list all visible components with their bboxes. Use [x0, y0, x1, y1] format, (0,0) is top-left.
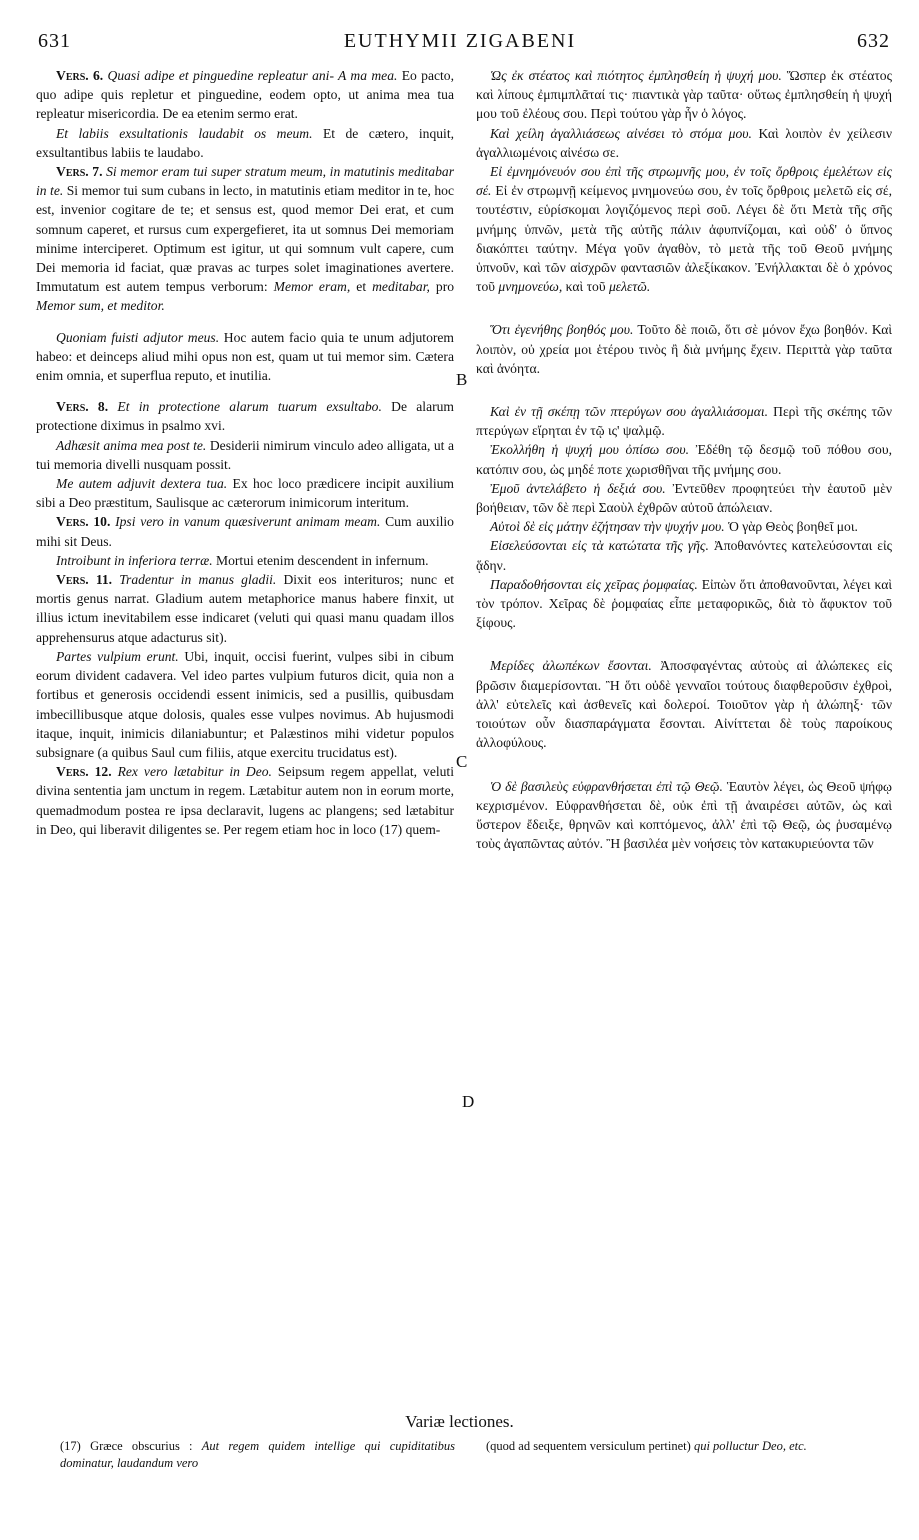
footnote-17-continued: (quod ad sequentem versiculum pertinet) qui polluctur Deo, etc. [486, 1439, 807, 1453]
margin-marker-c: C [456, 752, 468, 771]
footnote-17: (17) Græce obscurius : Aut regem quidem intellige qui cupiditatibus dominatur, laudandum vero [60, 1439, 456, 1470]
latin-paragraph: Quoniam fuisti adjutor meus. Hoc autem facio quia te unum adjutorem habeo: et deinceps aliud mihi opus non est, quam ut tui memor sim. Cætera enim omnia, et superflua reputo, et inutilia. [36, 329, 455, 384]
latin-paragraph: Me autem adjuvit dextera tua. Ex hoc loco prædicere incipit auxilium sibi a Deo præstitum, Saulisque ac cæterorum inimicorum interitum. [36, 476, 454, 511]
greek-paragraph: Ὅτι ἐγενήθης βοηθός μου. Τοῦτο δὲ ποιῶ, ὅτι σὲ μόνον ἔχω βοηθόν. Καὶ λοιπὸν, οὐ χρεία μοι ἑτέρου τινὸς ἢ διὰ μνήμης ἔχειν. Περιττὰ γὰρ ταῦτα καὶ ἀνόητα. [476, 322, 893, 376]
latin-verse-12: Vers. 12. Rex vero lætabitur in Deo. Seipsum regem appellat, veluti divina sententia jam unctum in regem. Lætabitur autem non in eorum morte, quemadmodum postea re ipsa declaravit, lugens ac plangens; sed lætabitur in Deo, qui liberavit diligentes se. Per regem etiam hoc in loco (17) quem- [36, 764, 454, 837]
running-title: EUTHYMII ZIGABENI [343, 30, 577, 52]
latin-verse-6: Vers. 6. Quasi adipe et pinguedine repleatur ani- A ma mea. Eo pacto, quo adipe quis repletur et pinguedine, eodem opto, ut anima mea tua repleatur misericordia. De ea etenim sermo erat. [36, 68, 454, 122]
margin-marker-d: D [462, 1092, 475, 1111]
latin-paragraph: Et labiis exsultationis laudabit os meum. Et de cætero, inquit, exsultantibus labiis te laudabo. [36, 125, 454, 160]
greek-paragraph: Καὶ ἐν τῇ σκέπῃ τῶν πτερύγων σου ἀγαλλιάσομαι. Περὶ τῆς σκέπης τῶν πτερύγων εἴρηται ἐν τῷ ις' ψαλμῷ. [476, 404, 892, 439]
greek-paragraph: Εἰ ἐμνημόνευόν σου ἐπὶ τῆς στρωμνῆς μου, ἐν τοῖς ὄρθροις ἐμελέτων εἰς σέ. Εἰ ἐν στρωμνῇ κείμενος μνημονεύω σου, ἐν τοῖς ὄρθροις μελετῶ εἰς σέ, τουτέστιν, εὑρίσκομαι λογιζόμενος περὶ σοῦ. Λέγει δὲ ὅτι Μετὰ τῆς σῆς μνήμης ὑπνῶν, μετὰ τῆς αὐτῆς πάλιν ἀφυπνίζομαι, καὶ οὐδ' ὁ ὕπνος διακόπτει ταύτην. Μέγα γοῦν ἀγαθὸν, τὸ μετὰ τῆς τοῦ Θεοῦ μνήμης ὑπνοῦν, καὶ τῶν αἰσχρῶν φαντασιῶν ἀλεξίκακον. Ἐνήλλακται δὲ ὁ χρόνος τοῦ μνημονεύω, καὶ τοῦ μελετῶ. [476, 164, 892, 295]
latin-verse-10: Vers. 10. Ipsi vero in vanum quæsiverunt animam meam. Cum auxilio mihi sit Deus. [36, 514, 454, 549]
greek-paragraph: Αὐτοὶ δὲ εἰς μάτην ἐζήτησαν τὴν ψυχήν μου. Ὁ γὰρ Θεὸς βοηθεῖ μοι. [490, 519, 858, 535]
greek-paragraph: Μερίδες ἀλωπέκων ἔσονται. Ἀποσφαγέντας αὐτοὺς αἱ ἀλώπεκες εἰς βρῶσιν διαμερίσονται. Ἢ ὅτι οὐδὲ γενναῖοι τούτους διαφθεροῦσιν ἐχθροὶ, ἀλλ' εὐτελεῖς καὶ ἀσθενεῖς καὶ δολεροί. Τοιοῦτον γὰρ ἡ ἀλώπηξ· τῶν τοιούτων οὖν διασπαράγματα ἔσονται. Αἰνίττεται δὲ τοὺς παροίκους ἀλλοφύλους. [476, 658, 893, 751]
latin-verse-11: Vers. 11. Tradentur in manus gladii. Dixit eos interituros; nunc et mortis genus narrat. Gladium autem metaphorice manus habere finxit, ut illius ictum inevitabilem esse indicaret (veluti qui quasi manu quadam illos apprehensurus atque adacturus sit). [36, 572, 455, 645]
latin-paragraph: Partes vulpium erunt. Ubi, inquit, occisi fuerint, vulpes sibi in cibum eorum divident cadavera. Vel ideo partes vulpium futuros dicit, quia non a fortibus et generosis occidendi essent inimicis, sed a pusillis, quibusdam imbecillibusque atque dolosis, quales esse vulpes novimus. Ab hujusmodi itaque, inquit, inimicis dilaniabuntur; et Palæstinos mihi videtur populos subsignare (a quibus Saul cum filiis, atque exercitu trucidatus est). [36, 648, 454, 760]
latin-paragraph: Introibunt in inferiora terræ. Mortui etenim descendent in infernum. [56, 552, 429, 568]
right-page-number: 632 [857, 30, 890, 52]
greek-paragraph: Ἐμοῦ ἀντελάβετο ἡ δεξιά σου. Ἐντεῦθεν προφητεύει τὴν ἑαυτοῦ μὲν βοήθειαν, τῶν δὲ περὶ Σαοὺλ ἐχθρῶν αὐτοῦ ἀπώλειαν. [476, 480, 892, 516]
greek-paragraph: Εἰσελεύσονται εἰς τὰ κατώτατα τῆς γῆς. Ἀποθανόντες κατελεύσονται εἰς ᾅδην. [476, 538, 893, 573]
latin-verse-8: Vers. 8. Et in protectione alarum tuarum exsultabo. De alarum protectione diximus in psalmo xvi. [36, 399, 454, 434]
latin-paragraph: Adhæsit anima mea post te. Desiderii nimirum vinculo adeo alligata, ut a tui memoria divelli nusquam possit. [36, 437, 454, 472]
margin-marker-b: B [456, 370, 468, 389]
greek-column [476, 66, 892, 853]
greek-paragraph: Ὁ δὲ βασιλεὺς εὐφρανθήσεται ἐπὶ τῷ Θεῷ. Ἑαυτὸν λέγει, ὡς Θεοῦ ψήφῳ κεχρισμένον. Εὐφρανθήσεται δὲ, οὐκ ἐπὶ τῇ ἀναιρέσει αὐτῶν, ὡς καὶ ὕστερον ἔδειξε, θρηνῶν καὶ κοπτόμενος, ἀλλ' ἐπὶ τῷ Θεῷ, ὡς ῥυσαμένῳ τοὺς ἀγαπῶντας αὐτόν. Ἢ βασιλέα μὲν νοήσεις τὸν κατακυριεύοντα τῶν [476, 778, 892, 852]
page-header [30, 30, 890, 60]
greek-paragraph: Ὡς ἐκ στέατος καὶ πιότητος ἐμπλησθείη ἡ ψυχή μου. Ὥσπερ ἐκ στέατος καὶ λίπους ἐμπιμπλᾶταί τις· πιαντικὰ γὰρ ταῦτα· οὕτως ἐμπλησθείη ἡ ψυχή μου τοῦ ἐλέους σου. Περὶ τούτου γὰρ ἦν ὁ λόγος. [476, 68, 892, 122]
greek-paragraph: Καὶ χείλη ἀγαλλιάσεως αἰνέσει τὸ στόμα μου. Καὶ λοιπὸν ἐν χείλεσιν ἀγαλλιωμένοις αἰνέσω σε. [476, 125, 892, 160]
variae-lectiones-heading: Variæ lectiones. [405, 1412, 514, 1431]
greek-paragraph: Ἐκολλήθη ἡ ψυχή μου ὀπίσω σου. Ἐδέθη τῷ δεσμῷ τοῦ πόθου σου, κατόπιν σου, ὡς μηδέ ποτε χωρισθῆναι τῆς μνήμης σου. [476, 442, 892, 477]
greek-paragraph: Παραδοθήσονται εἰς χεῖρας ῥομφαίας. Εἰπὼν ὅτι ἀποθανοῦνται, λέγει καὶ τὸν τρόπον. Χεῖρας δὲ ῥομφαίας εἶπε μεταφορικῶς, διὰ τὸ ἄφυκτον τοῦ ξίφους. [476, 576, 892, 631]
latin-verse-7: Vers. 7. Si memor eram tui super stratum meum, in matutinis meditabar in te. Si memor tui sum cubans in lecto, in matutinis etiam meditor in te, hoc est, invenior cogitare de te; et sensus est, quod memor Dei erat, et cum somnum caperet, et rursus cum expergefieret, ita ut somnus Dei memoriam minime interciperet. Optimum est igitur, ut qui somnum vult capere, cum Dei memoria id faciat, quæ pravas ac turpes solet imaginationes avertere. Immutatum est autem tempus verborum: Memor eram, et meditabar, pro Memor sum, et meditor. [36, 164, 455, 314]
left-page-number: 631 [38, 30, 71, 52]
latin-column [36, 66, 454, 839]
